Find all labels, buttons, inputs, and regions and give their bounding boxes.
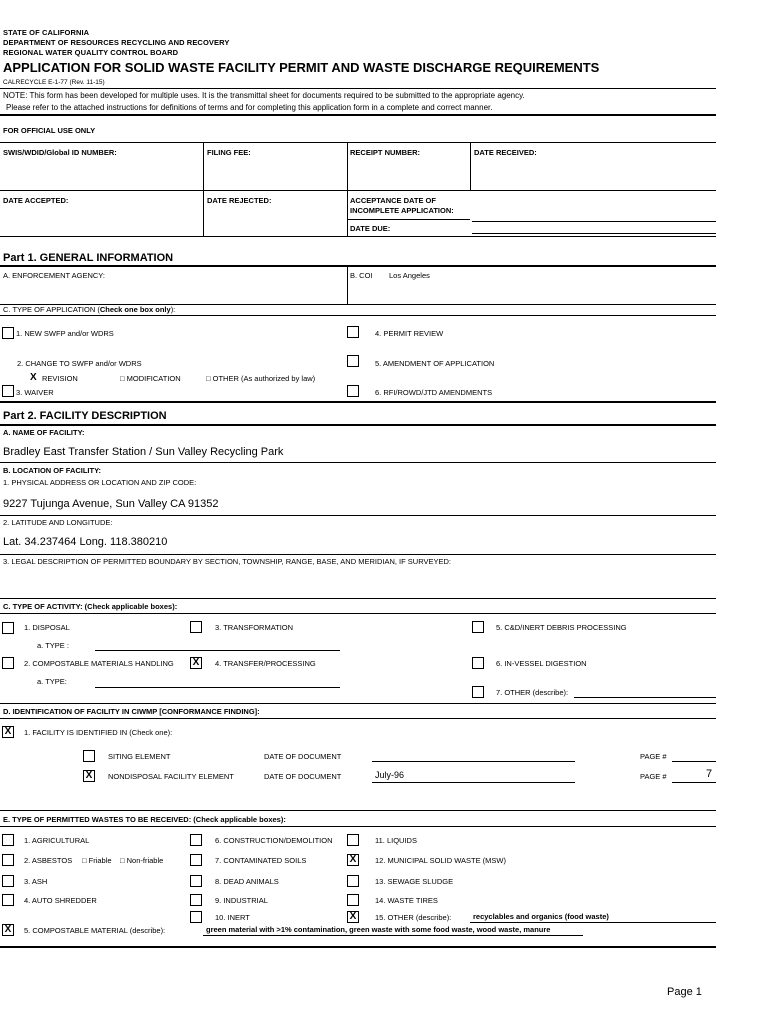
construction-checkbox[interactable] [190, 834, 202, 846]
incomplete-application-label: INCOMPLETE APPLICATION: [350, 206, 454, 215]
divider [0, 613, 716, 614]
dead-animals-checkbox[interactable] [190, 875, 202, 887]
identification-heading: D. IDENTIFICATION OF FACILITY IN CIWMP [CONFORMANCE FINDING]: [3, 707, 260, 716]
location-label: B. LOCATION OF FACILITY: [3, 466, 102, 475]
new-swfp-label: 1. NEW SWFP and/or WDRS [16, 329, 114, 338]
divider [0, 265, 716, 267]
industrial-checkbox[interactable] [190, 894, 202, 906]
dead-animals-label: 8. DEAD ANIMALS [215, 877, 279, 886]
agency-line-2: DEPARTMENT OF RESOURCES RECYCLING AND RECOVERY [3, 38, 230, 47]
msw-label: 12. MUNICIPAL SOLID WASTE (MSW) [375, 856, 506, 865]
divider [0, 401, 716, 403]
date-rejected-label: DATE REJECTED: [207, 196, 272, 205]
divider [0, 424, 716, 426]
divider [0, 946, 716, 948]
divider [0, 598, 716, 599]
cd-inert-label: 5. C&D/INERT DEBRIS PROCESSING [496, 623, 627, 632]
part1-heading: Part 1. GENERAL INFORMATION [3, 252, 174, 264]
msw-checkbox[interactable]: X [347, 854, 359, 866]
divider [0, 315, 716, 316]
divider [347, 266, 348, 304]
address-label: 1. PHYSICAL ADDRESS OR LOCATION AND ZIP CODE: [3, 478, 197, 487]
part2-heading: Part 2. FACILITY DESCRIPTION [3, 410, 167, 422]
waste-tires-checkbox[interactable] [347, 894, 359, 906]
other-law-checkbox[interactable]: □ OTHER (As authorized by law) [206, 374, 316, 383]
siting-element-checkbox[interactable] [83, 750, 95, 762]
form-title: APPLICATION FOR SOLID WASTE FACILITY PERMIT AND WASTE DISCHARGE REQUIREMENTS [3, 60, 600, 75]
other-activity-line[interactable] [574, 697, 716, 698]
divider [0, 462, 716, 463]
nondisposal-date-line [372, 782, 575, 783]
divider [0, 718, 716, 719]
divider [347, 219, 470, 220]
divider [0, 810, 716, 811]
other-activity-label: 7. OTHER (describe): [496, 688, 569, 697]
auto-shredder-label: 4. AUTO SHREDDER [24, 896, 97, 905]
filing-fee-label: FILING FEE: [207, 148, 251, 157]
disposal-label: 1. DISPOSAL [24, 623, 70, 632]
legal-description-label: 3. LEGAL DESCRIPTION OF PERMITTED BOUNDARY BY SECTION, TOWNSHIP, RANGE, BASE, AND MERIDIAN, IF SURVEYED: [3, 557, 452, 566]
revision-label: REVISION [42, 374, 78, 383]
nondisposal-date-value[interactable]: July-96 [375, 770, 405, 780]
identified-checkbox[interactable]: X [2, 726, 14, 738]
date-due-line[interactable] [472, 233, 716, 234]
facility-name-value[interactable]: Bradley East Transfer Station / Sun Valley Recycling Park [3, 446, 284, 458]
coi-label: B. COI [350, 271, 373, 280]
divider [0, 114, 716, 116]
sewage-sludge-checkbox[interactable] [347, 875, 359, 887]
divider [0, 554, 716, 555]
other-waste-line [470, 922, 716, 923]
divider [0, 236, 716, 237]
acceptance-date-line[interactable] [472, 221, 716, 222]
new-swfp-checkbox[interactable] [2, 327, 14, 339]
nondisposal-page-value[interactable]: 7 [706, 768, 713, 780]
compostable-material-description[interactable]: green material with >1% contamination, green waste with some food waste, wood waste, manure [206, 925, 551, 934]
nondisposal-checkbox[interactable]: X [83, 770, 95, 782]
divider [0, 703, 716, 704]
agricultural-checkbox[interactable] [2, 834, 14, 846]
transfer-processing-checkbox[interactable]: X [190, 657, 202, 669]
date-accepted-label: DATE ACCEPTED: [3, 196, 69, 205]
date-received-label: DATE RECEIVED: [474, 148, 537, 157]
agricultural-label: 1. AGRICULTURAL [24, 836, 90, 845]
nondisposal-page-line [672, 782, 716, 783]
in-vessel-checkbox[interactable] [472, 657, 484, 669]
address-value[interactable]: 9227 Tujunga Avenue, Sun Valley CA 91352 [3, 498, 219, 510]
nondisposal-page-label: PAGE # [640, 772, 667, 781]
identified-label: 1. FACILITY IS IDENTIFIED IN (Check one): [24, 728, 173, 737]
form-number: CALRECYCLE E-1-77 (Rev. 11-15) [3, 79, 105, 86]
page-number: Page 1 [667, 986, 702, 998]
rfi-amendments-label: 6. RFI/ROWD/JTD AMENDMENTS [375, 388, 493, 397]
transformation-label: 3. TRANSFORMATION [215, 623, 294, 632]
divider [0, 826, 716, 827]
compostable-material-label: 5. COMPOSTABLE MATERIAL (describe): [24, 926, 166, 935]
auto-shredder-checkbox[interactable] [2, 894, 14, 906]
compostable-type-line[interactable] [95, 687, 340, 688]
nondisposal-label: NONDISPOSAL FACILITY ELEMENT [108, 772, 234, 781]
inert-checkbox[interactable] [190, 911, 202, 923]
other-waste-label: 15. OTHER (describe): [375, 913, 452, 922]
compostable-material-checkbox[interactable]: X [2, 924, 14, 936]
revision-mark[interactable]: X [30, 372, 37, 383]
receipt-number-label: RECEIPT NUMBER: [350, 148, 421, 157]
cd-inert-checkbox[interactable] [472, 621, 484, 633]
liquids-label: 11. LIQUIDS [375, 836, 417, 845]
wastes-heading: E. TYPE OF PERMITTED WASTES TO BE RECEIVED: (Check applicable boxes): [3, 815, 286, 824]
amendment-label: 5. AMENDMENT OF APPLICATION [375, 359, 495, 368]
latlong-label: 2. LATITUDE AND LONGITUDE: [3, 518, 113, 527]
other-waste-checkbox[interactable]: X [347, 911, 359, 923]
compostable-handling-label: 2. COMPOSTABLE MATERIALS HANDLING [24, 659, 174, 668]
application-type-label: C. TYPE OF APPLICATION (Check one box only): [3, 305, 176, 314]
permit-review-checkbox[interactable] [347, 326, 359, 338]
siting-page-line[interactable] [672, 761, 716, 762]
siting-element-label: SITING ELEMENT [108, 752, 171, 761]
agency-line-3: REGIONAL WATER QUALITY CONTROL BOARD [3, 48, 179, 57]
asbestos-checkbox[interactable] [2, 854, 14, 866]
nondisposal-date-label: DATE OF DOCUMENT [264, 772, 342, 781]
note-line-1: NOTE: This form has been developed for multiple uses. It is the transmittal sheet for documents required to be submitted to the appropriate agency. [3, 91, 525, 100]
acceptance-date-label: ACCEPTANCE DATE OF [350, 196, 436, 205]
transfer-processing-label: 4. TRANSFER/PROCESSING [215, 659, 316, 668]
coi-value: Los Angeles [389, 271, 430, 280]
divider [0, 142, 716, 143]
divider [203, 142, 204, 236]
divider [0, 190, 716, 191]
siting-date-line[interactable] [372, 761, 575, 762]
contaminated-soils-label: 7. CONTAMINATED SOILS [215, 856, 307, 865]
compostable-type-label: a. TYPE: [37, 677, 67, 686]
facility-name-label: A. NAME OF FACILITY: [3, 428, 85, 437]
asbestos-label: 2. ASBESTOS [24, 856, 73, 865]
date-due-label: DATE DUE: [350, 224, 391, 233]
rfi-amendments-checkbox[interactable] [347, 385, 359, 397]
siting-page-label: PAGE # [640, 752, 667, 761]
waiver-label: 3. WAIVER [16, 388, 54, 397]
disposal-type-line[interactable] [95, 650, 340, 651]
sewage-sludge-label: 13. SEWAGE SLUDGE [375, 877, 454, 886]
other-activity-checkbox[interactable] [472, 686, 484, 698]
waste-tires-label: 14. WASTE TIRES [375, 896, 438, 905]
official-use-heading: FOR OFFICIAL USE ONLY [3, 126, 96, 135]
enforcement-agency-label: A. ENFORCEMENT AGENCY: [3, 271, 105, 280]
latlong-value[interactable]: Lat. 34.237464 Long. 118.380210 [3, 536, 168, 548]
swis-label: SWIS/WDID/Global ID NUMBER: [3, 148, 117, 157]
waiver-checkbox[interactable] [2, 385, 14, 397]
construction-label: 6. CONSTRUCTION/DEMOLITION [215, 836, 333, 845]
divider [0, 515, 716, 516]
other-waste-description[interactable]: recyclables and organics (food waste) [473, 912, 609, 921]
divider [347, 142, 348, 236]
inert-label: 10. INERT [215, 913, 250, 922]
divider [470, 142, 471, 190]
note-line-2: Please refer to the attached instructions for definitions of terms and for completing this application form in a complete and correct manner. [6, 103, 493, 112]
disposal-checkbox[interactable] [2, 622, 14, 634]
in-vessel-label: 6. IN-VESSEL DIGESTION [496, 659, 587, 668]
ash-checkbox[interactable] [2, 875, 14, 887]
siting-date-label: DATE OF DOCUMENT [264, 752, 342, 761]
compostable-material-line [203, 935, 583, 936]
contaminated-soils-checkbox[interactable] [190, 854, 202, 866]
agency-line-1: STATE OF CALIFORNIA [3, 28, 90, 37]
compostable-handling-checkbox[interactable] [2, 657, 14, 669]
activity-heading: C. TYPE OF ACTIVITY: (Check applicable boxes): [3, 602, 178, 611]
change-swfp-label: 2. CHANGE TO SWFP and/or WDRS [17, 359, 142, 368]
non-friable-checkbox[interactable]: □ Non-friable [120, 856, 164, 865]
transformation-checkbox[interactable] [190, 621, 202, 633]
divider [0, 88, 716, 89]
industrial-label: 9. INDUSTRIAL [215, 896, 268, 905]
friable-checkbox[interactable]: □ Friable [82, 856, 112, 865]
modification-checkbox[interactable]: □ MODIFICATION [120, 374, 181, 383]
disposal-type-label: a. TYPE : [37, 641, 69, 650]
liquids-checkbox[interactable] [347, 834, 359, 846]
permit-review-label: 4. PERMIT REVIEW [375, 329, 444, 338]
ash-label: 3. ASH [24, 877, 48, 886]
amendment-checkbox[interactable] [347, 355, 359, 367]
